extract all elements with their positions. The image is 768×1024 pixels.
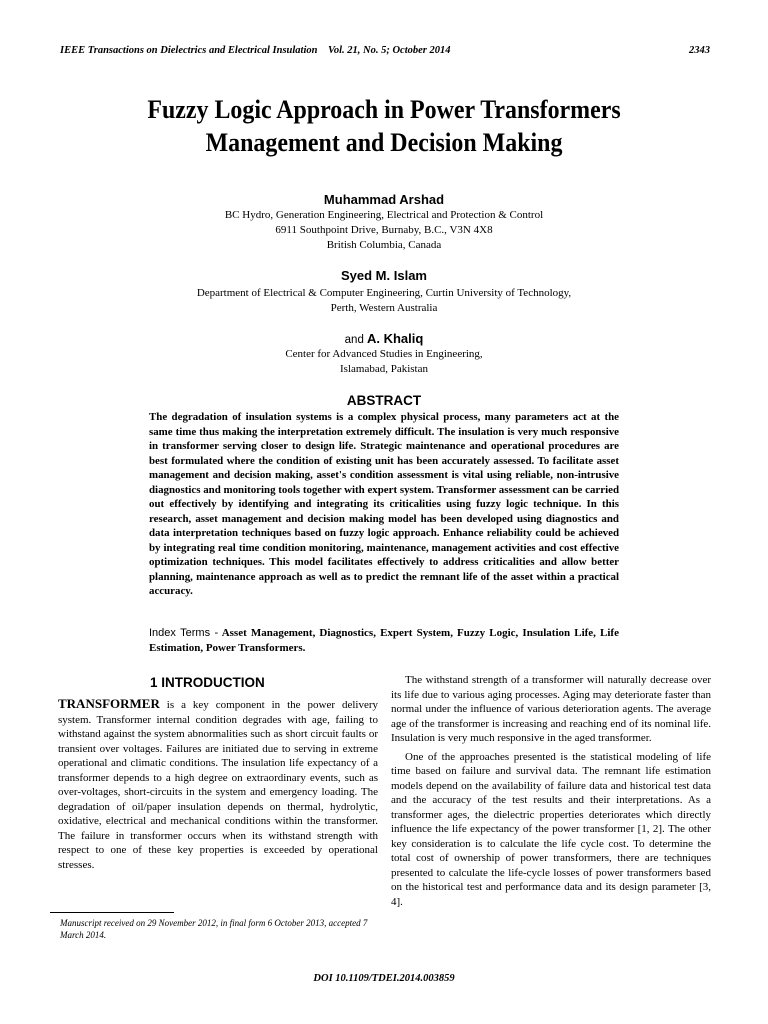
footnote: Manuscript received on 29 November 2012, in final form 6 October 2013, accepted 7 March 2014. <box>60 918 368 940</box>
affiliation-line: Perth, Western Australia <box>330 302 438 314</box>
paragraph-text: is a key component in the power delivery system. Transformer internal condition degrades with age, failing to withstand against the system abnormalities such as short circuit faults or transient over voltages. Failures are initiated due to serving in extreme operational and climatic conditions. The insulation life expectancy of a transformer depends to a high degree on extraordinary events, such as over-voltages, short-circuits in the system and emergency loading. The degradation of oil/paper insulation depends on thermal, hydrolytic, oxidative, electrical and mechanical conditions within the transformer. The failure in transformer occurs when its withstand strength with respect to one of these key properties is exceeded by operational stresses. <box>58 699 378 871</box>
doi-footer: DOI 10.1109/TDEI.2014.003859 <box>313 973 455 984</box>
author-affiliation <box>0 208 768 253</box>
footnote-rule <box>50 912 174 913</box>
author-affiliation <box>0 347 768 377</box>
paragraph <box>58 697 378 872</box>
title-line-1: Fuzzy Logic Approach in Power Transformers <box>147 95 621 124</box>
title-line-2: Management and Decision Making <box>205 128 563 157</box>
left-column <box>58 697 378 872</box>
author-prefix: and <box>344 334 364 346</box>
section-heading: 1 INTRODUCTION <box>150 675 265 690</box>
affiliation-line: Department of Electrical & Computer Engineering, Curtin University of Technology, <box>196 287 572 299</box>
index-terms-label: Index Terms - <box>149 627 219 639</box>
index-terms-text: Asset Management, Diagnostics, Expert System, Fuzzy Logic, Insulation Life, Life Estimation, Power Transformers. <box>149 627 619 654</box>
journal-volume: Vol. 21, No. 5; October 2014 <box>327 45 451 56</box>
author-line <box>0 331 768 346</box>
right-column <box>391 673 711 909</box>
affiliation-line: 6911 Southpoint Drive, Burnaby, B.C., V3N 4X8 <box>275 224 493 236</box>
author-name: Muhammad Arshad <box>323 192 445 207</box>
paragraph: One of the approaches presented is the statistical modeling of life time based on failure and survival data. The remnant life estimation models depend on the availability of failure data and historical test data and the accuracy of the test results and their interpretations. As a transformer ages, the dielectric properties deteriorates which directly influence the life expectancy of the power transformer [1, 2]. The other key consideration is to calculate the life cycle cost. To determine the total cost of ownership of power transformers, there are techniques presented to calculate the life-cycle losses of power transformers based on the historical test and performance data and its design parameter [3, 4]. <box>391 750 711 908</box>
abstract-text: The degradation of insulation systems is a complex physical process, many parameters act at the same time thus making the interpretation extremely difficult. The insulation is very much responsive in transformer serving closer to design life. Strategic maintenance and operational procedures are best formulated where the condition of existing unit has been accurately assessed. To facilitate asset management and decision making, asset's condition assessment is vital using reliable, non-intrusive diagnostics and monitoring tools together with expert system. Transformer assessment can be carried out effectively by identifying and integrating its criticalities using fuzzy logic technique. In this research, asset management and decision making model has been developed using diagnostics and data interpretation techniques based on fuzzy logic approach. Enhance reliability could be achieved by integrating real time condition monitoring, maintenance, management activities and cost effective optimization techniques. This model facilitates effectively to address criticalities and allow better planning, maintenance approach as well as to predict the remnant life of the asset within a practical accuracy. <box>149 411 619 597</box>
index-terms <box>149 626 619 656</box>
paper-title <box>31 93 738 159</box>
paragraph: The withstand strength of a transformer will naturally decrease over its life due to various aging processes. Aging may deteriorate faster than normal under the influence of various deterioration agents. The average age of the transformer is increasing and reaching end of its nominal life. Insulation is very much responsive in the aged transformer. <box>391 674 711 744</box>
author-affiliation <box>0 286 768 316</box>
abstract-heading: ABSTRACT <box>346 393 422 408</box>
dropcap-word: TRANSFORMER <box>58 696 160 711</box>
affiliation-line: BC Hydro, Generation Engineering, Electrical and Protection & Control <box>224 209 544 221</box>
author-name: Syed M. Islam <box>341 268 427 283</box>
affiliation-line: Islamabad, Pakistan <box>340 363 428 375</box>
running-header-journal <box>60 45 450 56</box>
affiliation-line: Center for Advanced Studies in Engineering, <box>285 348 483 360</box>
journal-name: IEEE Transactions on Dielectrics and Electrical Insulation <box>60 45 318 56</box>
author-name: A. Khaliq <box>366 331 424 346</box>
page-number: 2343 <box>689 45 710 56</box>
affiliation-line: British Columbia, Canada <box>326 239 442 251</box>
